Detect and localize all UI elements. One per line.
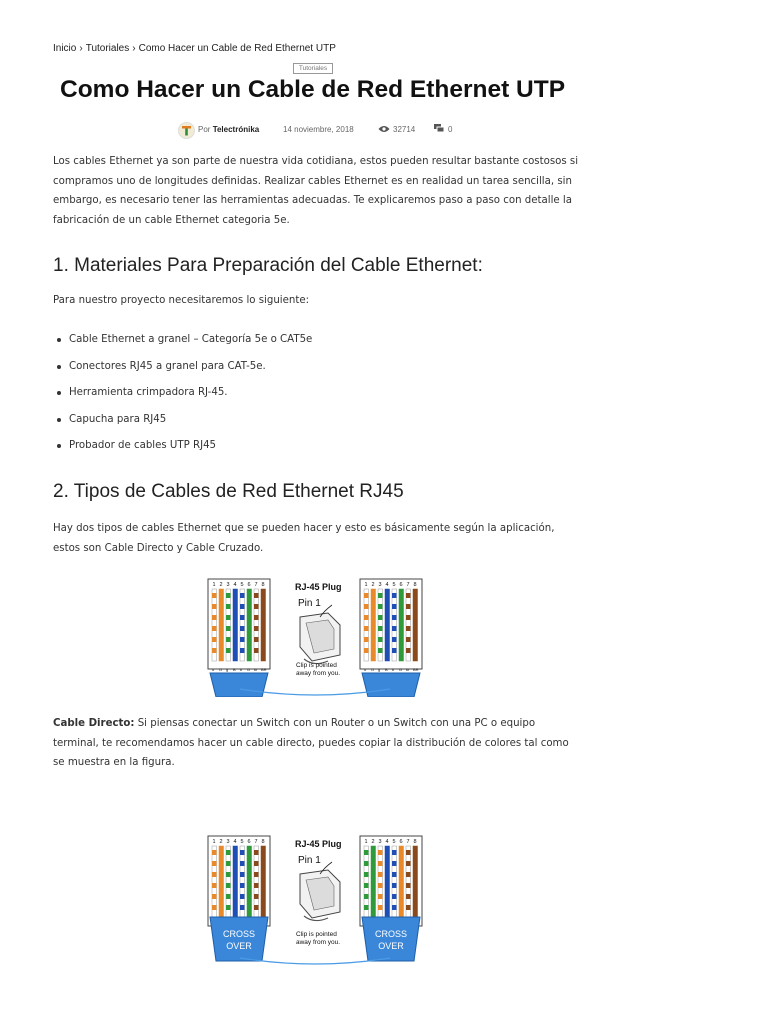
straight-cable-figure <box>200 575 430 697</box>
wire-stripe <box>392 615 397 620</box>
pin-number-label: 8 <box>261 582 265 588</box>
pin-number-label: 2 <box>371 582 375 588</box>
plug-title-label: RJ-45 Plug <box>295 839 342 849</box>
pin-one-label: Pin 1 <box>298 598 321 609</box>
list-item: Cable Ethernet a granel – Categoría 5e o CAT5e <box>53 330 312 357</box>
connector-boot <box>210 673 268 697</box>
wire-stripe <box>254 626 259 631</box>
wire-mark <box>247 846 252 918</box>
wire-stripe <box>212 626 217 631</box>
pin-number-label: 8 <box>261 839 265 845</box>
wire-stripe <box>378 883 383 888</box>
page-title: Como Hacer un Cable de Red Ethernet UTP <box>60 76 566 103</box>
pin-number-label: 6 <box>399 582 403 588</box>
wire-stripe <box>378 604 383 609</box>
wire-stripe <box>240 648 245 653</box>
wire-stripe <box>392 593 397 598</box>
wire-stripe <box>212 604 217 609</box>
wire-code-label: B <box>385 667 388 672</box>
wire-stripe <box>364 593 369 598</box>
comment-count[interactable]: 0 <box>448 125 453 134</box>
wire-mark <box>371 589 376 661</box>
wire-stripe <box>240 615 245 620</box>
wire-code-label: BR <box>413 667 419 672</box>
wire-stripe <box>392 626 397 631</box>
wire-stripe <box>254 615 259 620</box>
section-heading-materials: 1. Materiales Para Preparación del Cable Ethernet: <box>53 255 483 276</box>
rj45-plug-illustration <box>300 870 340 921</box>
wire-stripe <box>240 637 245 642</box>
crossover-label: OVER <box>378 941 404 951</box>
wire-mark <box>219 846 224 918</box>
author-avatar[interactable] <box>178 122 195 139</box>
wire-stripe <box>392 850 397 855</box>
wire-stripe <box>226 637 231 642</box>
wire-stripe <box>364 872 369 877</box>
clip-note: away from you. <box>296 670 341 677</box>
pin-number-label: 1 <box>212 839 216 845</box>
breadcrumb <box>53 43 336 54</box>
wire-stripe <box>364 615 369 620</box>
wire-mark <box>261 589 266 661</box>
wire-stripe <box>226 593 231 598</box>
author-name[interactable]: Telectrónika <box>212 125 260 134</box>
wire-stripe <box>392 604 397 609</box>
intro-paragraph: Los cables Ethernet ya son parte de nuestra vida cotidiana, estos pueden resultar bastante costosos si compramos uno de longitudes definidas. Realizar cables Ethernet es en realidad un tarea sencilla, sin embargo, es necesario tener las herramientas adecuadas. Te explicaremos paso a paso con detalle la fabricación de un cable Ethernet categoria 5e. <box>53 156 579 226</box>
category-badge[interactable]: Tutoriales <box>293 63 333 74</box>
wire-stripe <box>226 872 231 877</box>
plug-body <box>360 836 422 926</box>
pin-number-label: 3 <box>378 582 382 588</box>
wire-stripe <box>378 905 383 910</box>
breadcrumb-home-link[interactable]: Inicio <box>53 43 77 54</box>
breadcrumb-current: Como Hacer un Cable de Red Ethernet UTP <box>138 43 336 54</box>
wire-stripe <box>406 872 411 877</box>
author-byline <box>198 125 259 134</box>
crossover-label: OVER <box>226 941 252 951</box>
wire-mark <box>219 589 224 661</box>
wire-mark <box>385 589 390 661</box>
plug-body <box>208 579 270 669</box>
wire-mark <box>371 846 376 918</box>
wire-stripe <box>406 883 411 888</box>
wire-code-label: br <box>406 667 410 672</box>
wire-stripe <box>254 593 259 598</box>
wire-stripe <box>240 861 245 866</box>
wire-code-label: B <box>233 667 236 672</box>
wire-stripe <box>364 850 369 855</box>
wire-stripe <box>212 593 217 598</box>
wire-stripe <box>378 861 383 866</box>
rj45-plug-illustration <box>300 613 340 664</box>
wire-mark <box>413 846 418 918</box>
list-item: Herramienta crimpadora RJ-45. <box>53 383 312 410</box>
wire-stripe <box>254 604 259 609</box>
wire-stripe <box>240 894 245 899</box>
crossover-cable-diagram <box>200 832 430 966</box>
wire-stripe <box>364 905 369 910</box>
list-item: Probador de cables UTP RJ45 <box>53 436 312 463</box>
wire-stripe <box>406 905 411 910</box>
materials-lead: Para nuestro proyecto necesitaremos lo siguiente: <box>53 295 310 306</box>
left-plug <box>208 579 270 697</box>
wire-stripe <box>240 883 245 888</box>
wire-stripe <box>254 861 259 866</box>
wire-stripe <box>364 861 369 866</box>
view-count: 32714 <box>393 125 416 134</box>
list-item: Capucha para RJ45 <box>53 410 312 437</box>
pin-number-label: 3 <box>226 839 230 845</box>
wire-stripe <box>254 637 259 642</box>
wire-mark <box>399 846 404 918</box>
pin-number-label: 7 <box>406 839 410 845</box>
post-date: 14 noviembre, 2018 <box>283 125 354 134</box>
connector-boot <box>362 673 420 697</box>
wire-mark <box>385 846 390 918</box>
list-item: Conectores RJ45 a granel para CAT-5e. <box>53 357 312 384</box>
pin-one-label: Pin 1 <box>298 855 321 866</box>
wire-mark <box>247 589 252 661</box>
wire-mark <box>233 589 238 661</box>
wire-stripe <box>406 648 411 653</box>
wire-stripe <box>378 894 383 899</box>
pin-number-label: 7 <box>254 839 258 845</box>
wire-stripe <box>378 615 383 620</box>
wire-code-label: G <box>399 667 403 672</box>
wire-stripe <box>392 905 397 910</box>
plug-title-label: RJ-45 Plug <box>295 582 342 592</box>
wire-code-label: b <box>392 667 395 672</box>
pin-number-label: 2 <box>371 839 375 845</box>
left-plug <box>208 836 270 961</box>
crossover-label: CROSS <box>374 929 408 939</box>
breadcrumb-category-link[interactable]: Tutoriales <box>85 43 130 54</box>
wire-stripe <box>378 593 383 598</box>
pin-number-label: 6 <box>247 839 251 845</box>
wire-code-label: g <box>378 667 381 672</box>
clip-note: Clip is pointed <box>296 662 337 669</box>
wire-stripe <box>212 872 217 877</box>
pin-number-label: 8 <box>413 839 417 845</box>
wire-code-label: g <box>226 667 229 672</box>
crossover-cable-figure <box>200 832 430 966</box>
straight-cable-diagram <box>200 575 430 697</box>
pin-number-label: 5 <box>240 582 244 588</box>
materials-list <box>53 330 312 463</box>
clip-note: Clip is pointed <box>296 931 337 938</box>
wire-stripe <box>392 637 397 642</box>
eye-icon <box>378 125 390 135</box>
pin-number-label: 4 <box>385 582 389 588</box>
wire-stripe <box>364 894 369 899</box>
pin-number-label: 4 <box>233 582 237 588</box>
pin-number-label: 4 <box>233 839 237 845</box>
wire-stripe <box>406 894 411 899</box>
pin-number-label: 2 <box>219 582 223 588</box>
wire-stripe <box>212 648 217 653</box>
wire-stripe <box>406 637 411 642</box>
wire-stripe <box>254 905 259 910</box>
wire-stripe <box>226 626 231 631</box>
wire-stripe <box>226 861 231 866</box>
wire-stripe <box>226 850 231 855</box>
wire-stripe <box>364 637 369 642</box>
direct-cable-label: Cable Directo: <box>53 718 135 729</box>
wire-stripe <box>254 850 259 855</box>
pin-number-label: 5 <box>392 839 396 845</box>
pin-number-label: 1 <box>364 582 368 588</box>
wire-mark <box>261 846 266 918</box>
wire-stripe <box>212 883 217 888</box>
right-plug <box>360 579 422 697</box>
wire-stripe <box>226 883 231 888</box>
wire-stripe <box>364 626 369 631</box>
wire-stripe <box>226 894 231 899</box>
wire-stripe <box>392 872 397 877</box>
crossover-label: CROSS <box>222 929 256 939</box>
section-heading-types: 2. Tipos de Cables de Red Ethernet RJ45 <box>53 481 404 502</box>
plug-body <box>360 579 422 669</box>
wire-stripe <box>240 905 245 910</box>
wire-mark <box>233 846 238 918</box>
connector-boot <box>362 917 420 961</box>
wire-stripe <box>392 861 397 866</box>
wire-stripe <box>254 894 259 899</box>
comment-icon[interactable] <box>434 124 445 135</box>
wire-code-label: G <box>247 667 251 672</box>
wire-stripe <box>240 626 245 631</box>
wire-stripe <box>212 615 217 620</box>
wire-code-label: br <box>254 667 258 672</box>
connector-boot <box>210 917 268 961</box>
pin-number-label: 8 <box>413 582 417 588</box>
wire-stripe <box>240 593 245 598</box>
wire-stripe <box>240 850 245 855</box>
wire-stripe <box>226 604 231 609</box>
pin-number-label: 7 <box>254 582 258 588</box>
wire-stripe <box>254 648 259 653</box>
wire-stripe <box>226 615 231 620</box>
wire-stripe <box>212 861 217 866</box>
direct-cable-paragraph <box>53 714 583 773</box>
pin-number-label: 7 <box>406 582 410 588</box>
wire-stripe <box>378 637 383 642</box>
pin-number-label: 1 <box>212 582 216 588</box>
wire-stripe <box>406 593 411 598</box>
pin-number-label: 6 <box>247 582 251 588</box>
wire-stripe <box>406 850 411 855</box>
clip-note: away from you. <box>296 939 341 946</box>
wire-code-label: O <box>371 667 375 672</box>
wire-stripe <box>392 648 397 653</box>
wire-stripe <box>240 604 245 609</box>
byline-prefix: Por <box>198 125 211 134</box>
right-plug <box>360 836 422 961</box>
wire-stripe <box>212 905 217 910</box>
wire-stripe <box>364 648 369 653</box>
wire-stripe <box>254 883 259 888</box>
pin-number-label: 2 <box>219 839 223 845</box>
wire-stripe <box>378 648 383 653</box>
pin-number-label: 3 <box>226 582 230 588</box>
wire-stripe <box>226 905 231 910</box>
wire-stripe <box>254 872 259 877</box>
wire-stripe <box>378 626 383 631</box>
pin-number-label: 5 <box>392 582 396 588</box>
wire-stripe <box>240 872 245 877</box>
wire-code-label: O <box>219 667 223 672</box>
wire-stripe <box>364 883 369 888</box>
wire-stripe <box>406 861 411 866</box>
wire-stripe <box>226 648 231 653</box>
wire-stripe <box>378 850 383 855</box>
wire-code-label: o <box>212 667 215 672</box>
direct-cable-text: Si piensas conectar un Switch con un Router o un Switch con una PC o equipo terminal, te recomendamos hacer un cable directo, puedes copiar la distribución de colores tal como se muestra en la figura. <box>53 718 569 768</box>
wire-stripe <box>392 894 397 899</box>
wire-stripe <box>406 604 411 609</box>
pin-number-label: 3 <box>378 839 382 845</box>
wire-stripe <box>212 894 217 899</box>
wire-code-label: b <box>240 667 243 672</box>
wire-stripe <box>392 883 397 888</box>
wire-stripe <box>212 850 217 855</box>
wire-code-label: BR <box>261 667 267 672</box>
breadcrumb-separator: › <box>132 43 136 54</box>
wire-stripe <box>364 604 369 609</box>
wire-mark <box>413 589 418 661</box>
wire-stripe <box>406 615 411 620</box>
wire-mark <box>399 589 404 661</box>
pin-number-label: 1 <box>364 839 368 845</box>
wire-stripe <box>378 872 383 877</box>
types-lead: Hay dos tipos de cables Ethernet que se pueden hacer y esto es básicamente según la aplicación, estos son Cable Directo y Cable Cruzado. <box>53 523 555 554</box>
plug-body <box>208 836 270 926</box>
pin-number-label: 4 <box>385 839 389 845</box>
breadcrumb-separator: › <box>79 43 83 54</box>
pin-number-label: 5 <box>240 839 244 845</box>
wire-stripe <box>212 637 217 642</box>
wire-code-label: o <box>364 667 367 672</box>
wire-stripe <box>406 626 411 631</box>
pin-number-label: 6 <box>399 839 403 845</box>
